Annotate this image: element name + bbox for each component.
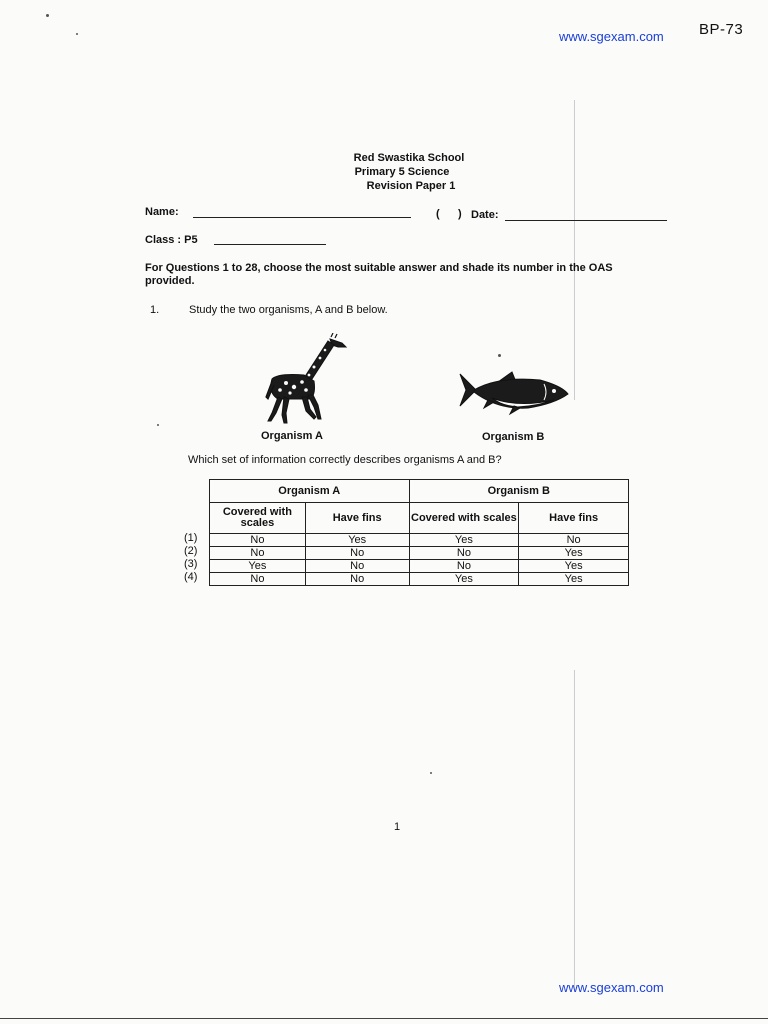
option-label[interactable]: (4) <box>184 571 198 583</box>
date-field[interactable] <box>505 220 667 221</box>
table-cell: No <box>305 547 409 560</box>
giraffe-icon <box>262 333 348 425</box>
table-group-header: Organism B <box>409 480 628 503</box>
name-field[interactable] <box>193 217 411 218</box>
table-cell: No <box>305 560 409 573</box>
scan-speck <box>76 33 78 35</box>
class-field[interactable] <box>214 244 326 245</box>
instructions: For Questions 1 to 28, choose the most suitable answer and shade its number in the OAS provided. <box>145 262 613 287</box>
table-row <box>210 560 629 573</box>
table-row <box>210 534 629 547</box>
scan-edge-line <box>574 670 575 990</box>
index-number-field[interactable]: ( ) <box>436 208 462 220</box>
table-cell: No <box>210 573 306 586</box>
table-cell: Yes <box>519 547 629 560</box>
class-label: Class : P5 <box>145 234 198 246</box>
table-cell: Yes <box>305 534 409 547</box>
scan-speck <box>498 354 501 357</box>
table-cell: Yes <box>409 573 519 586</box>
school-name: Red Swastika School <box>353 152 465 164</box>
page-code: BP-73 <box>699 21 744 38</box>
table-group-header: Organism A <box>210 480 410 503</box>
scan-speck <box>46 14 49 17</box>
question-text: Which set of information correctly describes organisms A and B? <box>188 454 502 466</box>
answer-table <box>209 479 629 586</box>
table-column-header: Covered with scales <box>210 503 306 534</box>
option-label[interactable]: (3) <box>184 558 198 570</box>
table-column-header: Have fins <box>519 503 629 534</box>
table-cell: No <box>409 560 519 573</box>
subject-title: Primary 5 Science <box>354 166 450 178</box>
scan-edge-line <box>574 100 575 400</box>
organism-a-caption: Organism A <box>261 430 323 442</box>
paper-title: Revision Paper 1 <box>366 180 456 192</box>
date-label: Date: <box>471 209 499 221</box>
scan-bottom-edge <box>0 1018 768 1019</box>
table-row <box>210 547 629 560</box>
scan-speck <box>157 424 159 426</box>
table-row <box>210 573 629 586</box>
question-prompt: Study the two organisms, A and B below. <box>189 304 388 316</box>
table-column-header: Covered with scales <box>409 503 519 534</box>
table-cell: Yes <box>409 534 519 547</box>
option-label[interactable]: (1) <box>184 532 198 544</box>
table-cell: No <box>305 573 409 586</box>
table-cell: No <box>210 534 306 547</box>
table-cell: Yes <box>210 560 306 573</box>
website-link-bottom[interactable]: www.sgexam.com <box>559 980 664 995</box>
table-cell: Yes <box>519 573 629 586</box>
option-label[interactable]: (2) <box>184 545 198 557</box>
organism-b-caption: Organism B <box>482 431 545 443</box>
table-cell: No <box>210 547 306 560</box>
table-cell: No <box>519 534 629 547</box>
table-cell: Yes <box>519 560 629 573</box>
table-cell: No <box>409 547 519 560</box>
question-number: 1. <box>150 304 160 316</box>
scan-speck <box>430 772 432 774</box>
name-label: Name: <box>145 206 179 218</box>
website-link-top[interactable]: www.sgexam.com <box>559 29 664 44</box>
fish-icon <box>458 370 570 416</box>
table-column-header: Have fins <box>305 503 409 534</box>
page-number: 1 <box>394 821 401 833</box>
